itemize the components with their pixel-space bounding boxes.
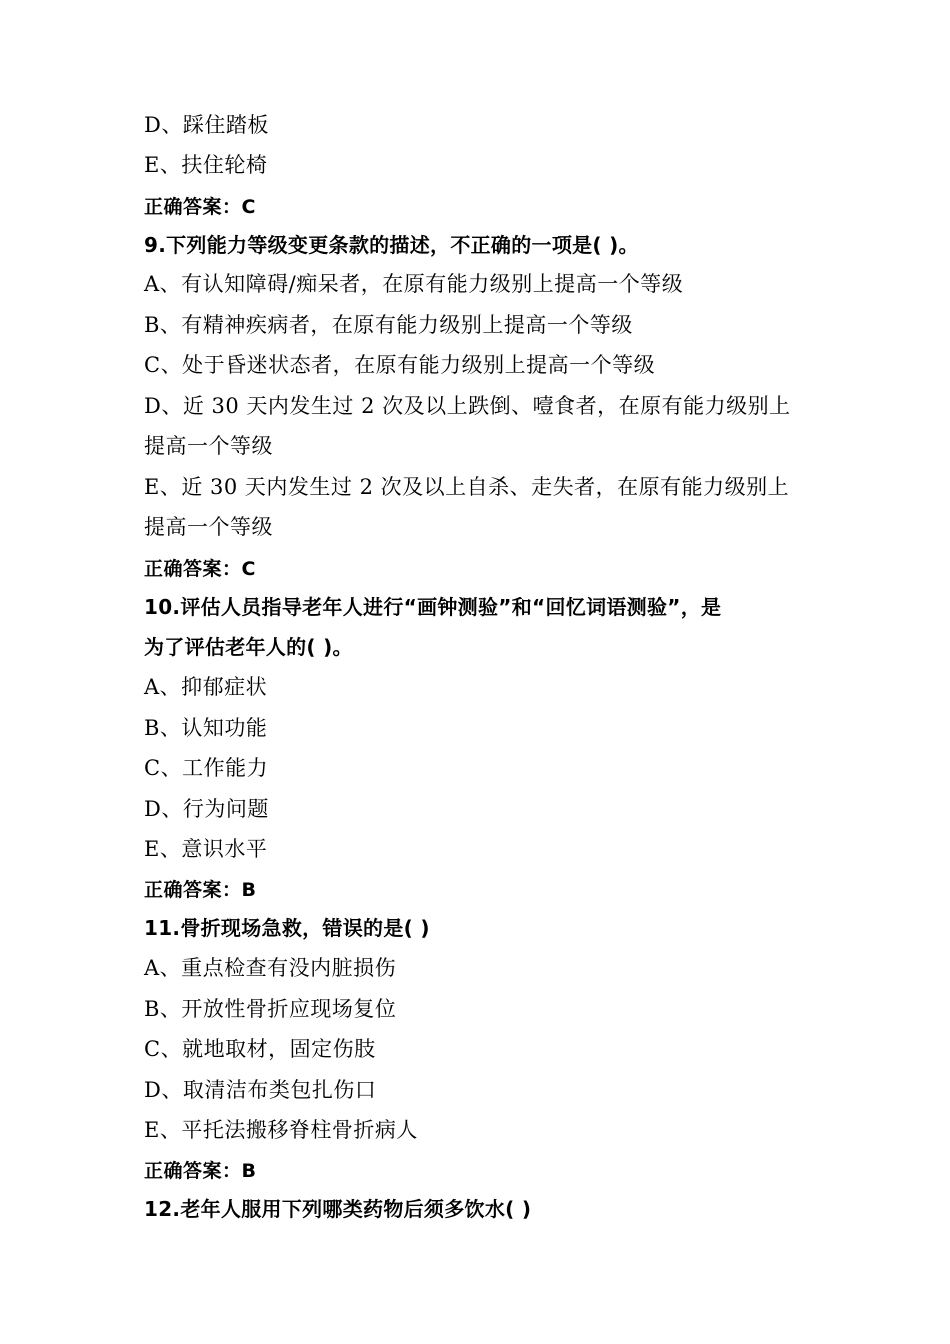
q9-option-e: E、近 30 天内发生过 2 次及以上自杀、走失者，在原有能力级别上 xyxy=(144,475,790,499)
q10-option-e: E、意识水平 xyxy=(144,837,268,861)
q9-option-e-cont: 提高一个等级 xyxy=(144,515,273,539)
q9-answer: 正确答案：C xyxy=(144,558,256,580)
q9-option-d-cont: 提高一个等级 xyxy=(144,434,273,458)
q9-option-c: C、处于昏迷状态者，在原有能力级别上提高一个等级 xyxy=(144,353,656,377)
q11-option-a: A、重点检查有没内脏损伤 xyxy=(144,956,397,980)
q10-option-b: B、认知功能 xyxy=(144,716,268,740)
q11-answer: 正确答案：B xyxy=(144,1160,257,1182)
q10-option-d: D、行为问题 xyxy=(144,797,269,821)
q11-option-e: E、平托法搬移脊柱骨折病人 xyxy=(144,1118,418,1142)
q9-option-a: A、有认知障碍/痴呆者，在原有能力级别上提高一个等级 xyxy=(144,272,684,296)
q9-option-d: D、近 30 天内发生过 2 次及以上跌倒、噎食者，在原有能力级别上 xyxy=(144,394,791,418)
q8-option-d: D、踩住踏板 xyxy=(144,113,269,137)
q12-question: 12.老年人服用下列哪类药物后须多饮水( ) xyxy=(144,1197,532,1221)
q10-option-a: A、抑郁症状 xyxy=(144,675,268,699)
q11-option-c: C、就地取材，固定伤肢 xyxy=(144,1037,376,1061)
q10-question-line2: 为了评估老年人的( )。 xyxy=(144,635,353,659)
q8-option-e: E、扶住轮椅 xyxy=(144,153,268,177)
q10-answer: 正确答案：B xyxy=(144,879,257,901)
q11-option-d: D、取清洁布类包扎伤口 xyxy=(144,1078,377,1102)
q10-question-line1: 10.评估人员指导老年人进行“画钟测验”和“回忆词语测验”，是 xyxy=(144,595,722,619)
q11-question: 11.骨折现场急救，错误的是( ) xyxy=(144,916,430,940)
q9-question: 9.下列能力等级变更条款的描述，不正确的一项是( )。 xyxy=(144,233,639,257)
q11-option-b: B、开放性骨折应现场复位 xyxy=(144,997,397,1021)
q9-option-b: B、有精神疾病者，在原有能力级别上提高一个等级 xyxy=(144,313,633,337)
q10-option-c: C、工作能力 xyxy=(144,756,269,780)
q8-answer: 正确答案：C xyxy=(144,196,256,218)
